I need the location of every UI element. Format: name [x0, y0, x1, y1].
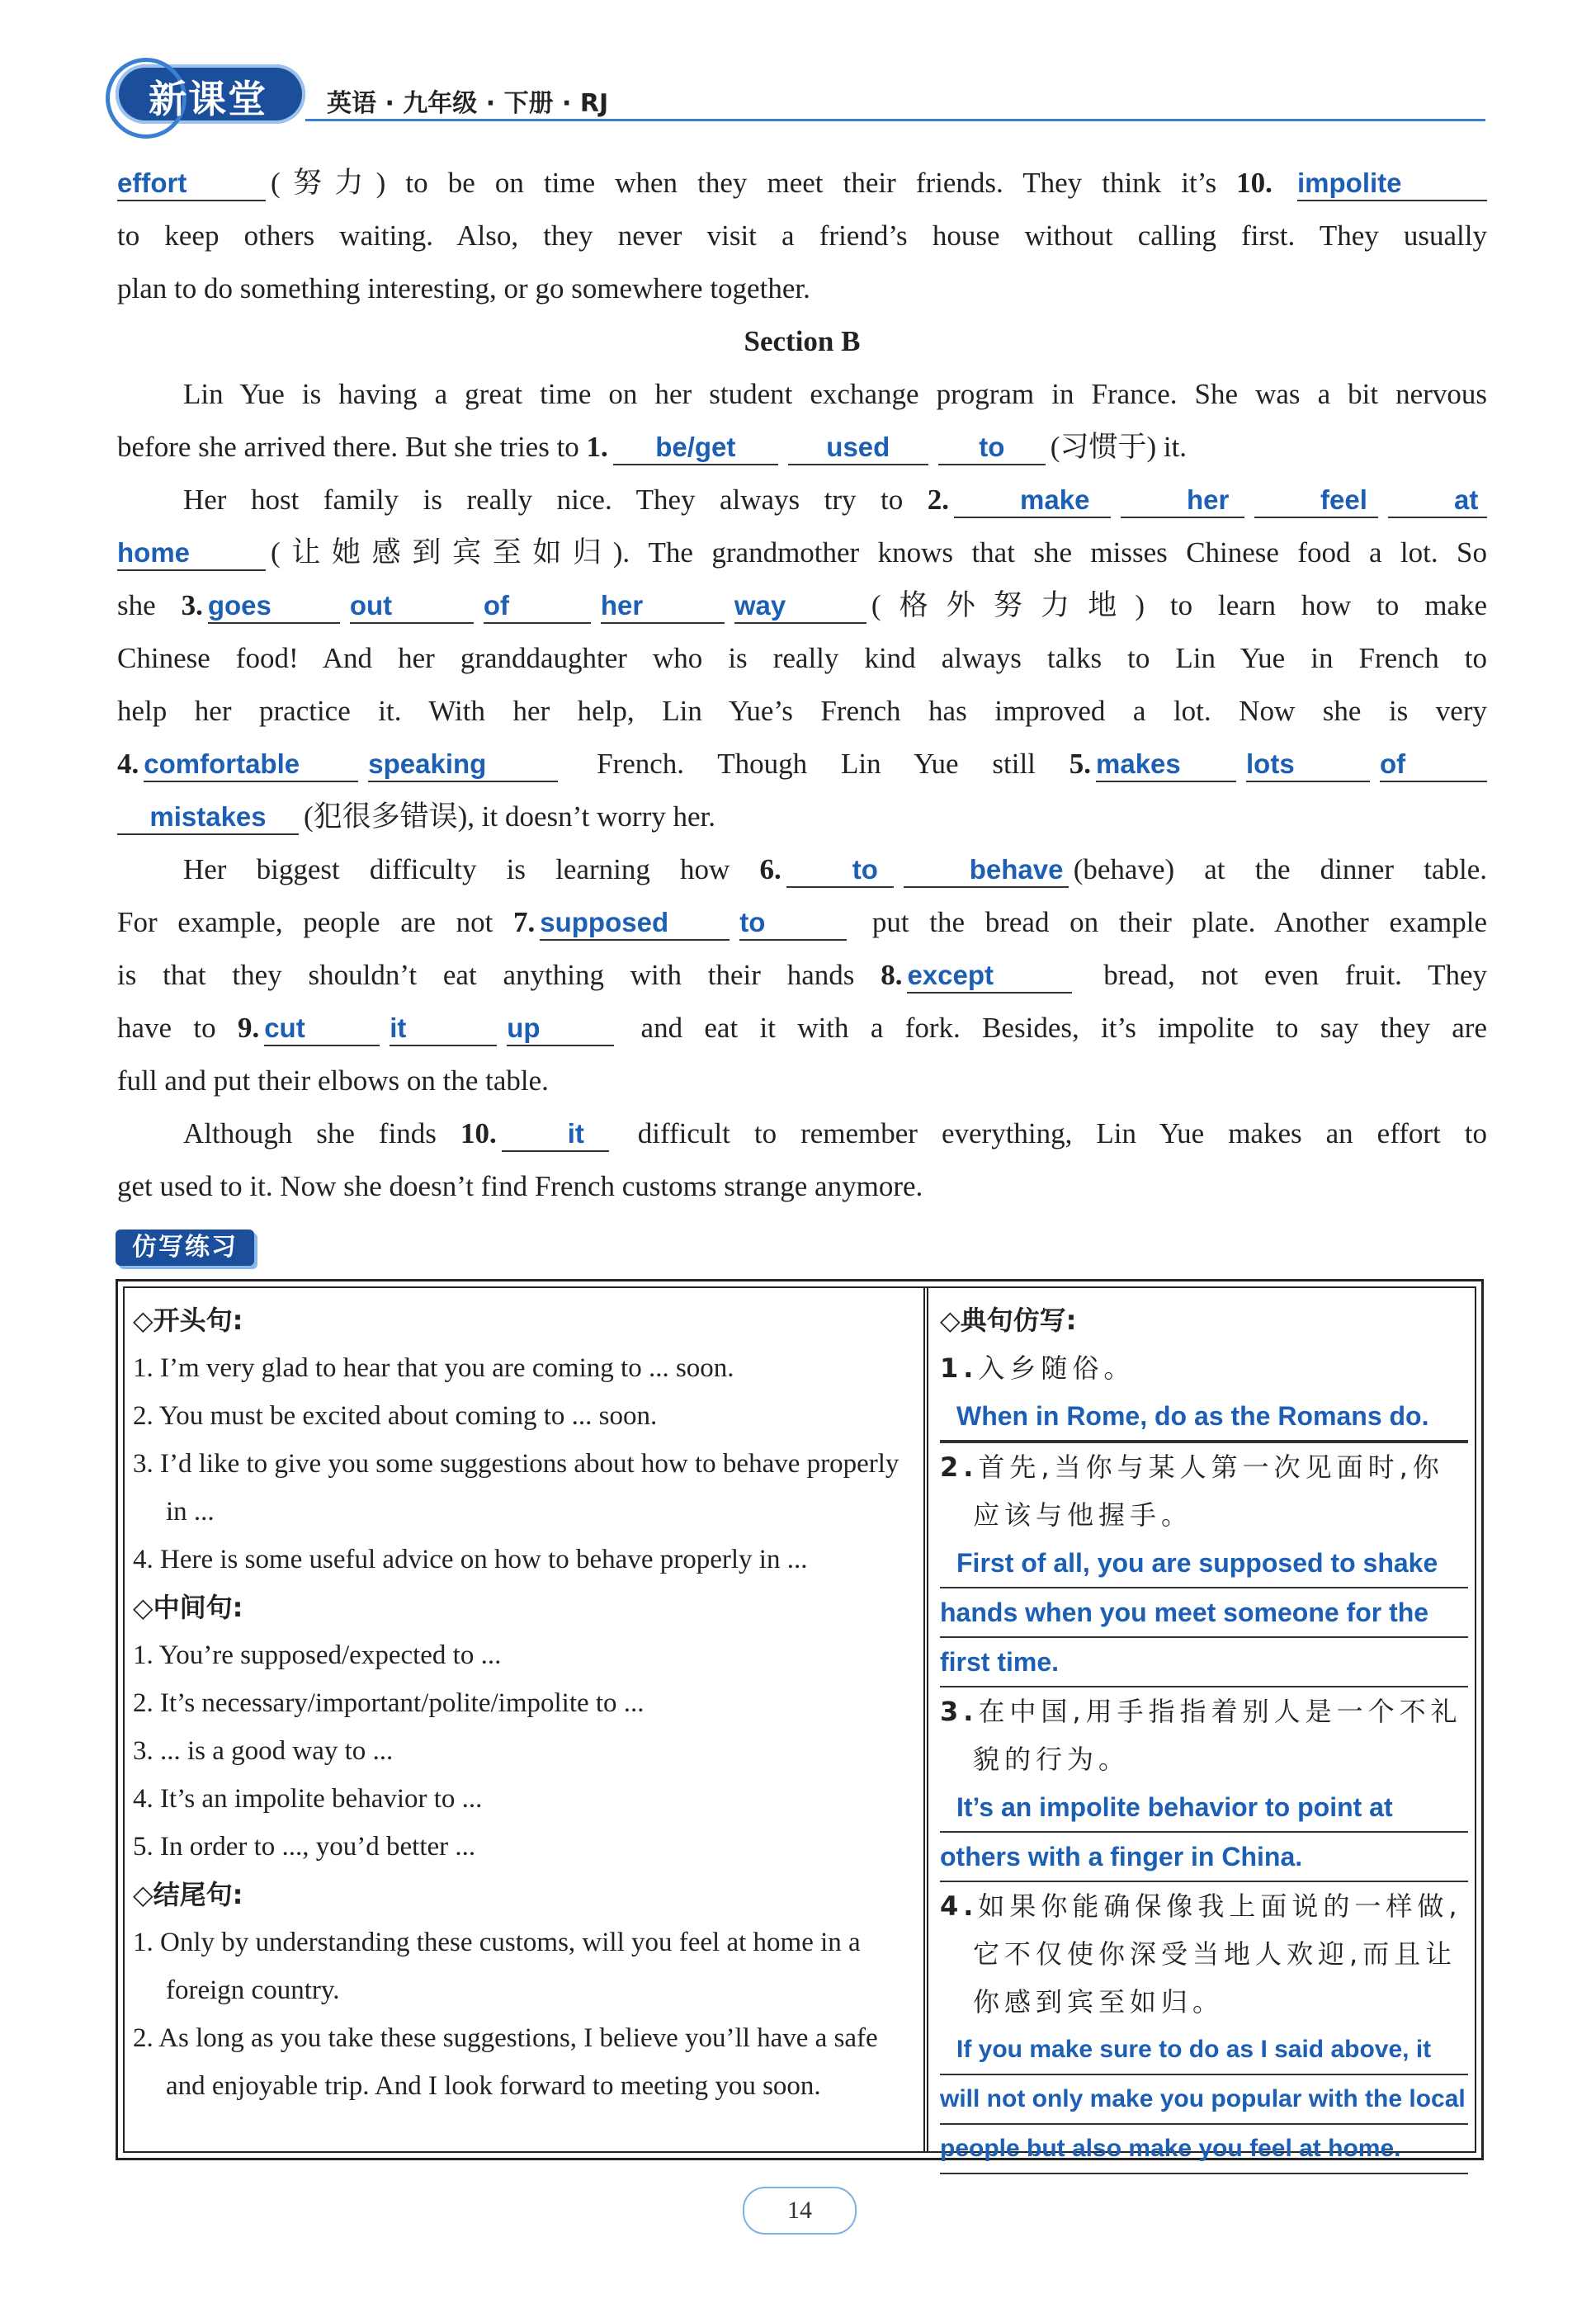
- ending-sentence: 1. Only by understanding these customs, will you feel at home in a foreign country.: [133, 1928, 861, 2005]
- middle-sentence: 1. You’re supposed/expected to ...: [133, 1640, 502, 1670]
- text-span: (behave) at the dinner table.: [1073, 853, 1487, 885]
- translation-prompt: [940, 1687, 1468, 1783]
- text-line: help her practice it. With her help, Lin Yue’s French has improved a lot. Now she is very: [117, 695, 1487, 727]
- text-span: Her host family is really nice. They always try to: [183, 484, 904, 516]
- text-span: have to: [117, 1012, 216, 1044]
- text-line: plan to do something interesting, or go somewhere together.: [117, 272, 810, 304]
- answer-blank: be/get: [613, 431, 778, 465]
- answer-blank: her: [1121, 484, 1244, 518]
- text-line: [117, 526, 1487, 579]
- ending-sentence: 2. As long as you take these suggestions, I believe you’ll have a safe and enjoyable trip. And I look forward to meeting you soon.: [133, 2023, 878, 2101]
- section-b: [117, 315, 1487, 1213]
- text-line: full and put their elbows on the table.: [117, 1064, 549, 1097]
- text-span: and eat it with a fork. Besides, it’s impolite to say they are: [640, 1012, 1487, 1044]
- answer-blank: it: [502, 1117, 609, 1152]
- middle-heading: ◇中间句:: [133, 1592, 243, 1623]
- opening-sentence: 3. I’d like to give you some suggestions about how to behave properly in ...: [133, 1449, 900, 1527]
- text-line: to keep others waiting. Also, they never visit a friend’s house without calling first. They usually: [117, 219, 1487, 252]
- page-header: [116, 64, 1485, 130]
- text-span: (习惯于) it.: [1050, 431, 1188, 463]
- answer-line: others with a finger in China.: [940, 1833, 1468, 1882]
- page-number: 14: [743, 2187, 857, 2235]
- answer-blank: comfortable: [144, 748, 358, 782]
- middle-sentence: 4. It’s an impolite behavior to ...: [133, 1784, 483, 1814]
- question-number: 4.: [940, 1890, 979, 1922]
- answer-blank: of: [484, 589, 591, 624]
- opening-sentence: 2. You must be excited about coming to ... soon.: [133, 1401, 658, 1431]
- question-number: 2.: [940, 1451, 979, 1483]
- section-a-ending: [117, 157, 1487, 315]
- text-line: [117, 1002, 1487, 1055]
- opening-sentence: 4. Here is some useful advice on how to behave properly in ...: [133, 1545, 808, 1574]
- question-number: 5.: [1069, 748, 1091, 780]
- answer-blank: speaking: [368, 748, 558, 782]
- answer-blank: it: [390, 1012, 497, 1046]
- text-span: French. Though Lin Yue still: [597, 748, 1036, 780]
- text-line: Chinese food! And her granddaughter who is really kind always talks to Lin Yue in French to: [117, 642, 1487, 674]
- question-number: 10.: [460, 1117, 497, 1149]
- answer-blank: makes: [1096, 748, 1236, 782]
- text-span: Her biggest difficulty is learning how: [183, 853, 730, 885]
- ending-heading: ◇结尾句:: [133, 1879, 243, 1910]
- text-line: [117, 843, 1487, 896]
- answer-blank: effort: [117, 167, 266, 201]
- text-span: is that they shouldn’t eat anything with their hands: [117, 959, 855, 991]
- middle-sentence: 3. ... is a good way to ...: [133, 1736, 394, 1766]
- brand-logo: [116, 64, 305, 124]
- question-number: 8.: [881, 959, 903, 991]
- answer-line: It’s an impolite behavior to point at: [940, 1783, 1468, 1833]
- question-number: 3.: [940, 1696, 979, 1727]
- answer-blank: to: [938, 431, 1046, 465]
- section-title: Section B: [744, 325, 861, 357]
- text-span: Although she finds: [183, 1117, 437, 1149]
- question-number: 2.: [927, 484, 950, 516]
- text-line: [117, 474, 1487, 526]
- question-number: 1.: [586, 431, 608, 463]
- sentence-bank-column: [133, 1296, 917, 2110]
- answer-blank: up: [507, 1012, 614, 1046]
- answer-blank: goes: [208, 589, 340, 624]
- translation-column: [940, 1296, 1468, 2174]
- opening-sentence: 1. I’m very glad to hear that you are coming to ... soon.: [133, 1353, 734, 1383]
- translation-answer: [940, 1783, 1468, 1882]
- opening-heading: ◇开头句:: [133, 1305, 243, 1336]
- answer-blank: way: [734, 589, 866, 624]
- translation-answer: [940, 1392, 1468, 1443]
- practice-label: 仿写练习: [116, 1230, 254, 1266]
- text-span: (格外努力地) to learn how to make: [871, 589, 1488, 621]
- practice-table: [116, 1279, 1484, 2160]
- answer-blank: mistakes: [117, 800, 299, 835]
- translation-prompt: [940, 1344, 1468, 1392]
- answer-line: hands when you meet someone for the: [940, 1588, 1468, 1638]
- text-span: put the bread on their plate. Another example: [871, 906, 1487, 938]
- text-span: (犯很多错误), it doesn’t worry her.: [304, 800, 716, 833]
- question-number: 9.: [237, 1012, 260, 1044]
- text-span: before she arrived there. But she tries to: [117, 431, 579, 463]
- prompt-text: 如果你能确保像我上面说的一样做,它不仅使你深受当地人欢迎,而且让你感到宾至如归。: [973, 1890, 1462, 2018]
- answer-blank: make: [954, 484, 1111, 518]
- prompt-text: 首先,当你与某人第一次见面时,你应该与他握手。: [973, 1451, 1444, 1531]
- translation-heading: ◇典句仿写:: [940, 1305, 1077, 1336]
- text-line: [117, 791, 1487, 843]
- answer-line: When in Rome, do as the Romans do.: [940, 1392, 1468, 1442]
- translation-prompt: [940, 1443, 1468, 1539]
- text-line: [117, 896, 1487, 949]
- logo-text: 新课堂: [149, 77, 267, 121]
- text-line: [117, 579, 1487, 632]
- text-line: [117, 1107, 1487, 1160]
- text-line: [117, 157, 1487, 210]
- text-span: (努力) to be on time when they meet their friends. They think it’s: [271, 167, 1217, 199]
- question-number: 1.: [940, 1352, 979, 1384]
- text-line: Lin Yue is having a great time on her student exchange program in France. She was a bit nervous: [183, 378, 1487, 410]
- question-number: 7.: [513, 906, 536, 938]
- answer-blank: of: [1380, 748, 1487, 782]
- text-span: bread, not even fruit. They: [1103, 959, 1488, 991]
- text-span: For example, people are not: [117, 906, 493, 938]
- header-divider: [305, 119, 1485, 121]
- question-number: 4.: [117, 748, 139, 780]
- question-number: 3.: [181, 589, 203, 621]
- text-span: she: [117, 589, 156, 621]
- question-number: 6.: [759, 853, 781, 885]
- middle-sentence: 2. It’s necessary/important/polite/impolite to ...: [133, 1688, 645, 1718]
- answer-line: First of all, you are supposed to shake: [940, 1539, 1468, 1588]
- answer-blank: to: [786, 853, 894, 888]
- prompt-text: 入乡随俗。: [978, 1352, 1136, 1384]
- text-line: get used to it. Now she doesn’t find French customs strange anymore.: [117, 1170, 923, 1202]
- answer-line: people but also make you feel at home.: [940, 2125, 1468, 2174]
- translation-prompt: [940, 1882, 1468, 2026]
- text-line: [117, 421, 1487, 474]
- text-span: (让她感到宾至如归). The grandmother knows that she misses Chinese food a lot. So: [271, 536, 1487, 569]
- question-number: 10.: [1236, 167, 1273, 199]
- practice-table-inner: [123, 1286, 1476, 2162]
- book-subtitle: 英语 · 九年级 · 下册 · RJ: [327, 89, 609, 118]
- answer-blank: except: [907, 959, 1072, 994]
- answer-blank: to: [739, 906, 847, 941]
- translation-answer: [940, 1539, 1468, 1687]
- answer-blank: impolite: [1297, 167, 1487, 201]
- text-line: [117, 949, 1487, 1002]
- answer-blank: out: [350, 589, 474, 624]
- answer-line: first time.: [940, 1638, 1468, 1687]
- text-line: [117, 738, 1487, 791]
- answer-line: If you make sure to do as I said above, it: [940, 2026, 1468, 2075]
- column-divider: [923, 1288, 928, 2151]
- answer-blank: home: [117, 536, 266, 571]
- answer-blank: used: [788, 431, 928, 465]
- answer-line: will not only make you popular with the local: [940, 2075, 1468, 2125]
- answer-blank: at: [1388, 484, 1487, 518]
- prompt-text: 在中国,用手指指着别人是一个不礼貌的行为。: [973, 1696, 1462, 1775]
- answer-blank: her: [601, 589, 725, 624]
- middle-sentence: 5. In order to ..., you’d better ...: [133, 1832, 476, 1862]
- answer-blank: feel: [1254, 484, 1378, 518]
- answer-blank: lots: [1246, 748, 1370, 782]
- answer-blank: supposed: [540, 906, 730, 941]
- answer-blank: behave: [904, 853, 1069, 888]
- translation-answer: [940, 2026, 1468, 2174]
- text-span: difficult to remember everything, Lin Yue makes an effort to: [637, 1117, 1488, 1149]
- answer-blank: cut: [264, 1012, 380, 1046]
